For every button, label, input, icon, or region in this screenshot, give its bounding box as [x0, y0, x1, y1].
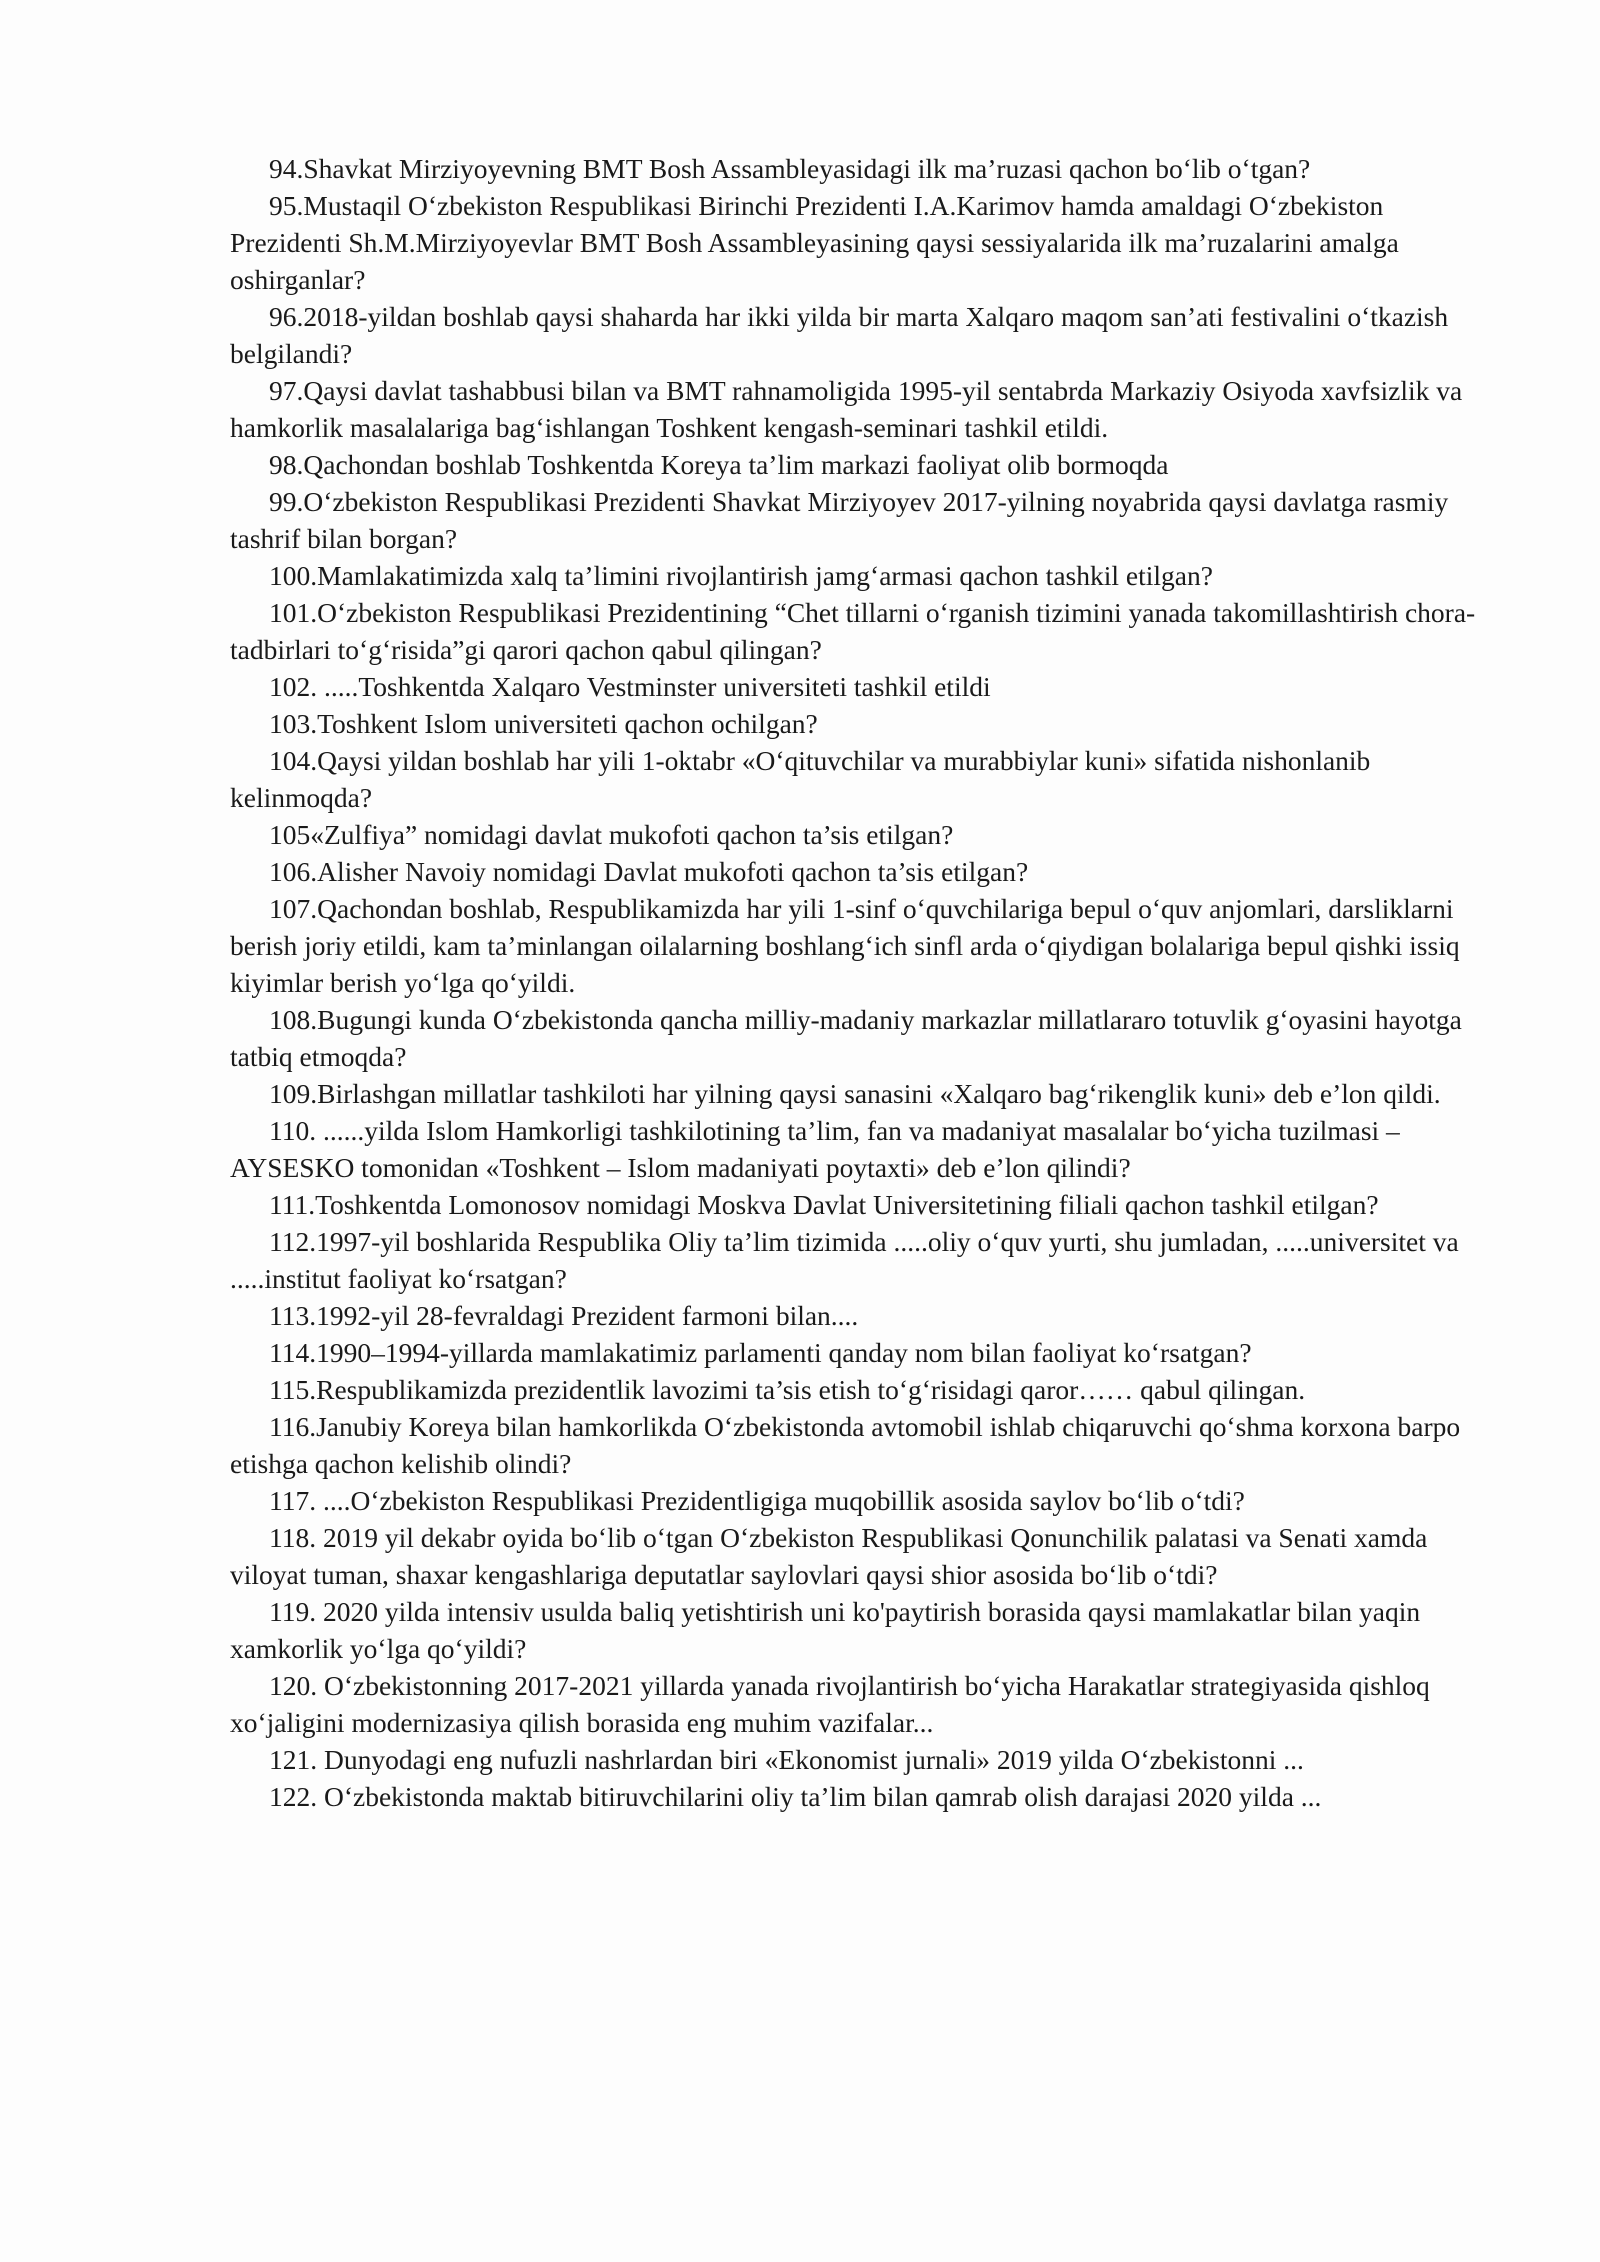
question-list [230, 150, 1482, 1815]
question-item: 111.Toshkentda Lomonosov nomidagi Moskva Davlat Universitetining filiali qachon tashkil etilgan? [269, 1189, 1379, 1220]
question-item: 115.Respublikamizda prezidentlik lavozimi ta’sis etish to‘g‘risidagi qaror…… qabul qilingan. [269, 1374, 1306, 1405]
question-item: 122. O‘zbekistonda maktab bitiruvchilarini oliy ta’lim bilan qamrab olish darajasi 2020 yilda ... [269, 1781, 1322, 1812]
question-item: 100.Mamlakatimizda xalq ta’limini rivojlantirish jamg‘armasi qachon tashkil etilgan? [269, 560, 1213, 591]
question-item: 106.Alisher Navoiy nomidagi Davlat mukofoti qachon ta’sis etilgan? [269, 856, 1029, 887]
question-item: 107.Qachondan boshlab, Respublikamizda har yili 1-sinf o‘quvchilariga bepul o‘quv anjomlari, darsliklarni berish joriy etildi, kam ta’minlangan oilalarning boshlang‘ich sinfl arda o‘qiydigan bolalariga bepul qishki issiq kiyimlar berish yo‘lga qo‘yildi. [230, 893, 1460, 998]
question-item: 112.1997-yil boshlarida Respublika Oliy ta’lim tizimida .....oliy o‘quv yurti, shu jumladan, .....universitet va .....institut faoliyat ko‘rsatgan? [230, 1226, 1459, 1294]
question-item: 120. O‘zbekistonning 2017-2021 yillarda yanada rivojlantirish bo‘yicha Harakatlar strategiyasida qishloq xo‘jaligini modernizasiya qilish borasida eng muhim vazifalar... [230, 1670, 1430, 1738]
question-item: 96.2018-yildan boshlab qaysi shaharda har ikki yilda bir marta Xalqaro maqom san’ati festivalini o‘tkazish belgilandi? [230, 301, 1449, 369]
question-item: 94.Shavkat Mirziyoyevning BMT Bosh Assambleyasidagi ilk ma’ruzasi qachon bo‘lib o‘tgan? [269, 153, 1311, 184]
question-item: 97.Qaysi davlat tashabbusi bilan va BMT rahnamoligida 1995-yil sentabrda Markaziy Osiyoda xavfsizlik va hamkorlik masalalariga bag‘ishlangan Toshkent kengash-seminari tashkil etildi. [230, 375, 1463, 443]
question-item: 102. .....Toshkentda Xalqaro Vestminster universiteti tashkil etildi [269, 671, 991, 702]
question-item: 119. 2020 yilda intensiv usulda baliq yetishtirish uni ko'paytirish borasida qaysi mamlakatlar bilan yaqin xamkorlik yo‘lga qo‘yildi? [230, 1596, 1421, 1664]
question-item: 95.Mustaqil O‘zbekiston Respublikasi Birinchi Prezidenti I.A.Karimov hamda amaldagi O‘zbekiston Prezidenti Sh.M.Mirziyoyevlar BMT Bosh Assambleyasining qaysi sessiyalarida ilk ma’ruzalarini amalga oshirganlar? [230, 190, 1399, 295]
question-item: 105«Zulfiya” nomidagi davlat mukofoti qachon ta’sis etilgan? [269, 819, 954, 850]
question-item: 117. ....O‘zbekiston Respublikasi Prezidentligiga muqobillik asosida saylov bo‘lib o‘tdi? [269, 1485, 1245, 1516]
question-item: 104.Qaysi yildan boshlab har yili 1-oktabr «O‘qituvchilar va murabbiylar kuni» sifatida nishonlanib kelinmoqda? [230, 745, 1371, 813]
question-item: 116.Janubiy Koreya bilan hamkorlikda O‘zbekistonda avtomobil ishlab chiqaruvchi qo‘shma korxona barpo etishga qachon kelishib olindi? [230, 1411, 1461, 1479]
question-item: 121. Dunyodagi eng nufuzli nashrlardan biri «Ekonomist jurnali» 2019 yilda O‘zbekistonni ... [269, 1744, 1304, 1775]
question-item: 114.1990–1994-yillarda mamlakatimiz parlamenti qanday nom bilan faoliyat ko‘rsatgan? [269, 1337, 1252, 1368]
question-item: 103.Toshkent Islom universiteti qachon ochilgan? [269, 708, 818, 739]
question-item: 113.1992-yil 28-fevraldagi Prezident farmoni bilan.... [269, 1300, 859, 1331]
question-item: 101.O‘zbekiston Respublikasi Prezidentining “Chet tillarni o‘rganish tizimini yanada takomillashtirish chora-tadbirlari to‘g‘risida”gi qarori qachon qabul qilingan? [230, 597, 1476, 665]
question-item: 109.Birlashgan millatlar tashkiloti har yilning qaysi sanasini «Xalqaro bag‘rikenglik kuni» deb e’lon qildi. [269, 1078, 1441, 1109]
question-item: 118. 2019 yil dekabr oyida bo‘lib o‘tgan O‘zbekiston Respublikasi Qonunchilik palatasi va Senati xamda viloyat tuman, shaxar kengashlariga deputatlar saylovlari qaysi shior asosida bo‘lib o‘tdi? [230, 1522, 1428, 1590]
question-item: 98.Qachondan boshlab Toshkentda Koreya ta’lim markazi faoliyat olib bormoqda [269, 449, 1169, 480]
question-item: 110. ......yilda Islom Hamkorligi tashkilotining ta’lim, fan va madaniyat masalalar bo‘yicha tuzilmasi – AYSESKO tomonidan «Toshkent – Islom madaniyati poytaxti» deb e’lon qilindi? [230, 1115, 1400, 1183]
question-item: 108.Bugungi kunda O‘zbekistonda qancha milliy-madaniy markazlar millatlararo totuvlik g‘oyasini hayotga tatbiq etmoqda? [230, 1004, 1462, 1072]
question-item: 99.O‘zbekiston Respublikasi Prezidenti Shavkat Mirziyoyev 2017-yilning noyabrida qaysi davlatga rasmiy tashrif bilan borgan? [230, 486, 1449, 554]
